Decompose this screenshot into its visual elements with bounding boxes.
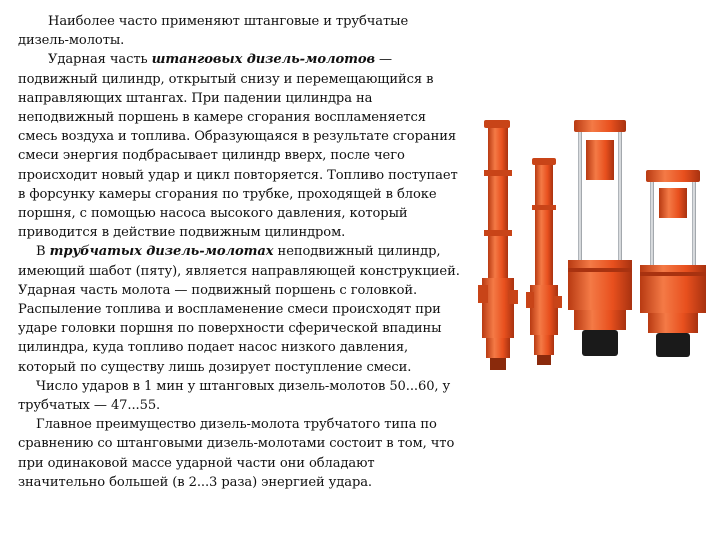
- tubular-hammer-medium: [526, 158, 562, 365]
- paragraph-intro: Наиболее часто применяют штанговые и трубчатые дизель-молоты.: [18, 14, 409, 49]
- rod-hammer-tall: [568, 120, 632, 356]
- diesel-hammers-photo: [470, 110, 715, 380]
- term-tubular-hammers: трубчатых дизель-молотах: [49, 244, 274, 260]
- term-rod-hammers: штанговых дизель-молотов: [151, 52, 375, 68]
- paragraph-tubular-hammers-lead: В: [36, 244, 50, 260]
- paragraph-tubular-hammers: [18, 242, 463, 376]
- paragraph-rod-hammers-body: — подвижный цилиндр, открытый снизу и перемещающийся в направляющих штангах. При падении цилиндра на неподвижный поршень в камере сгорания воспламеняется смесь воздуха и топлива. Образующаяся в результате сгорания смеси энергия подбрасывает цилиндр вверх, после чего происходит новый удар и цикл повторяется. Топливо поступает в форсунку камеры сгорания по трубке, проходящей в блоке поршня, с помощью насоса высокого давления, который приводится в действие подвижным цилиндром.: [18, 52, 458, 241]
- tubular-hammer-tall: [478, 120, 518, 370]
- diesel-hammers-illustration: [470, 110, 715, 380]
- paragraph-advantage: Главное преимущество дизель-молота трубчатого типа по сравнению со штанговыми дизель-молотами состоит в том, что при одинаковой массе ударной части они обладают значительно большей (в 2...3 раза) энергией удара.: [18, 417, 455, 490]
- paragraph-rod-hammers-lead: Ударная часть: [48, 52, 152, 68]
- paragraph-rod-hammers: [18, 50, 463, 242]
- text-block: [18, 12, 463, 492]
- rod-hammer-short: [640, 170, 706, 357]
- paragraph-tubular-hammers-body: неподвижный цилиндр, имеющий шабот (пяту), является направляющей конструкцией. Ударная часть молота — подвижный поршень с головкой. Распыление топлива и воспламенение смеси происходят при ударе головки поршня по поверхности сферической впадины цилиндра, куда топливо подает насос низкого давления, который по существу лишь дозирует поступление смеси.: [18, 244, 460, 375]
- paragraph-blow-rate: Число ударов в 1 мин у штанговых дизель-молотов 50...60, у трубчатых — 47...55.: [18, 378, 451, 414]
